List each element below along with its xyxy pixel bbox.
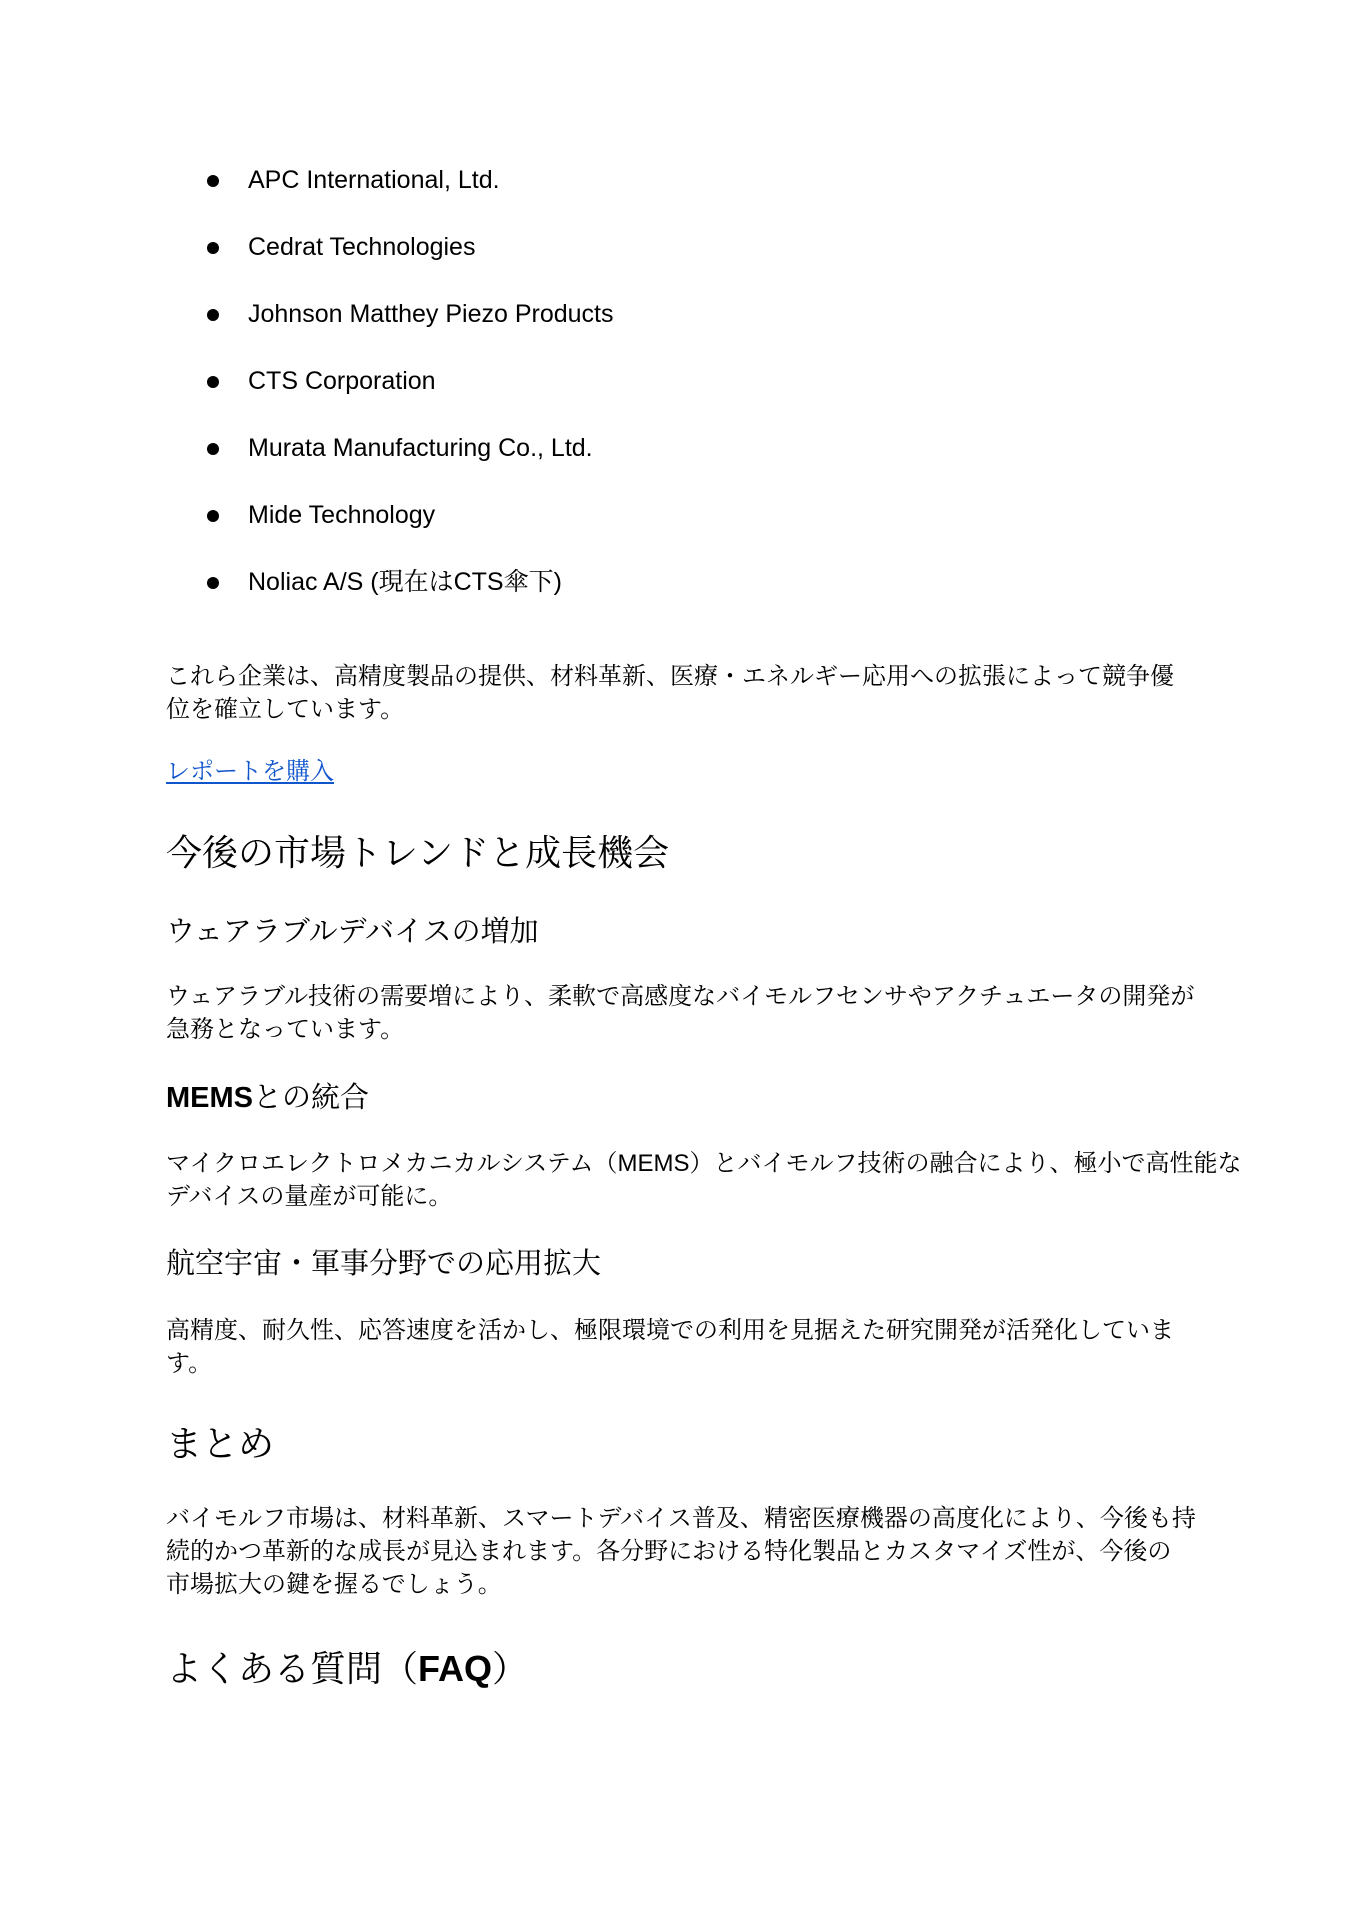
- company-list: [166, 165, 1266, 598]
- faq-heading-prefix: よくある質問（: [166, 1648, 419, 1689]
- summary-paragraph: [166, 1502, 1266, 1601]
- bullet-icon: [207, 309, 219, 321]
- company-list-item: [166, 500, 1266, 531]
- mems-heading-bold-text: MEMS: [166, 1082, 253, 1114]
- company-list-item: [166, 299, 1266, 330]
- paragraph-line: す。: [166, 1350, 213, 1377]
- market-trends-heading: 今後の市場トレンドと成長機会: [166, 832, 670, 873]
- mems-integration-paragraph: [166, 1147, 1266, 1213]
- company-list-item: [166, 232, 1266, 263]
- bullet-icon: [207, 510, 219, 522]
- company-name: CTS Corporation: [248, 367, 436, 395]
- paragraph-line: マイクロエレクトロメカニカルシステム（MEMS）とバイモルフ技術の融合により、極小で高性能な: [166, 1150, 1242, 1177]
- company-name: Mide Technology: [248, 501, 436, 529]
- aerospace-military-subheading: 航空宇宙・軍事分野での応用拡大: [166, 1248, 602, 1280]
- mems-heading-text: との統合: [253, 1082, 370, 1114]
- paragraph-line: 続的かつ革新的な成長が見込まれます。各分野における特化製品とカスタマイズ性が、今後の: [166, 1538, 1172, 1565]
- summary-heading: まとめ: [166, 1423, 275, 1464]
- mems-integration-subheading: [166, 1080, 1266, 1116]
- paragraph-line: デバイスの量産が可能に。: [166, 1183, 453, 1210]
- bullet-icon: [207, 242, 219, 254]
- buy-report-link-row: [166, 755, 1266, 788]
- wearable-devices-paragraph: [166, 980, 1266, 1046]
- paragraph-line: 高精度、耐久性、応答速度を活かし、極限環境での利用を見据えた研究開発が活発化していま: [166, 1317, 1174, 1344]
- bullet-icon: [207, 577, 219, 589]
- faq-heading-bold-text: FAQ: [418, 1648, 493, 1689]
- company-name: Cedrat Technologies: [248, 233, 476, 261]
- competitive-advantage-paragraph: [166, 660, 1266, 726]
- paragraph-line: 市場拡大の鍵を握るでしょう。: [166, 1571, 502, 1598]
- faq-heading: [166, 1647, 1266, 1691]
- buy-report-link[interactable]: レポートを購入: [166, 758, 334, 785]
- aerospace-military-paragraph: [166, 1314, 1266, 1380]
- paragraph-line: 位を確立しています。: [166, 696, 405, 723]
- bullet-icon: [207, 175, 219, 187]
- company-list-item: [166, 366, 1266, 397]
- document-page: [166, 0, 1266, 1691]
- company-list-item: [166, 165, 1266, 196]
- company-name: APC International, Ltd.: [248, 166, 500, 194]
- paragraph-line: バイモルフ市場は、材料革新、スマートデバイス普及、精密医療機器の高度化により、今後も持: [166, 1505, 1196, 1532]
- bullet-icon: [207, 376, 219, 388]
- bullet-icon: [207, 443, 219, 455]
- paragraph-line: 急務となっています。: [166, 1016, 405, 1043]
- faq-heading-suffix: ）: [492, 1648, 529, 1689]
- company-list-item: [166, 433, 1266, 464]
- company-list-item: [166, 567, 1266, 598]
- company-name: Noliac A/S (現在はCTS傘下): [248, 568, 562, 596]
- paragraph-line: ウェアラブル技術の需要増により、柔軟で高感度なバイモルフセンサやアクチュエータの開発が: [166, 983, 1195, 1010]
- wearable-devices-subheading: ウェアラブルデバイスの増加: [166, 916, 539, 948]
- company-name: Murata Manufacturing Co., Ltd.: [248, 434, 593, 462]
- company-name: Johnson Matthey Piezo Products: [248, 300, 614, 328]
- paragraph-line: これら企業は、高精度製品の提供、材料革新、医療・エネルギー応用への拡張によって競争優: [166, 663, 1174, 690]
